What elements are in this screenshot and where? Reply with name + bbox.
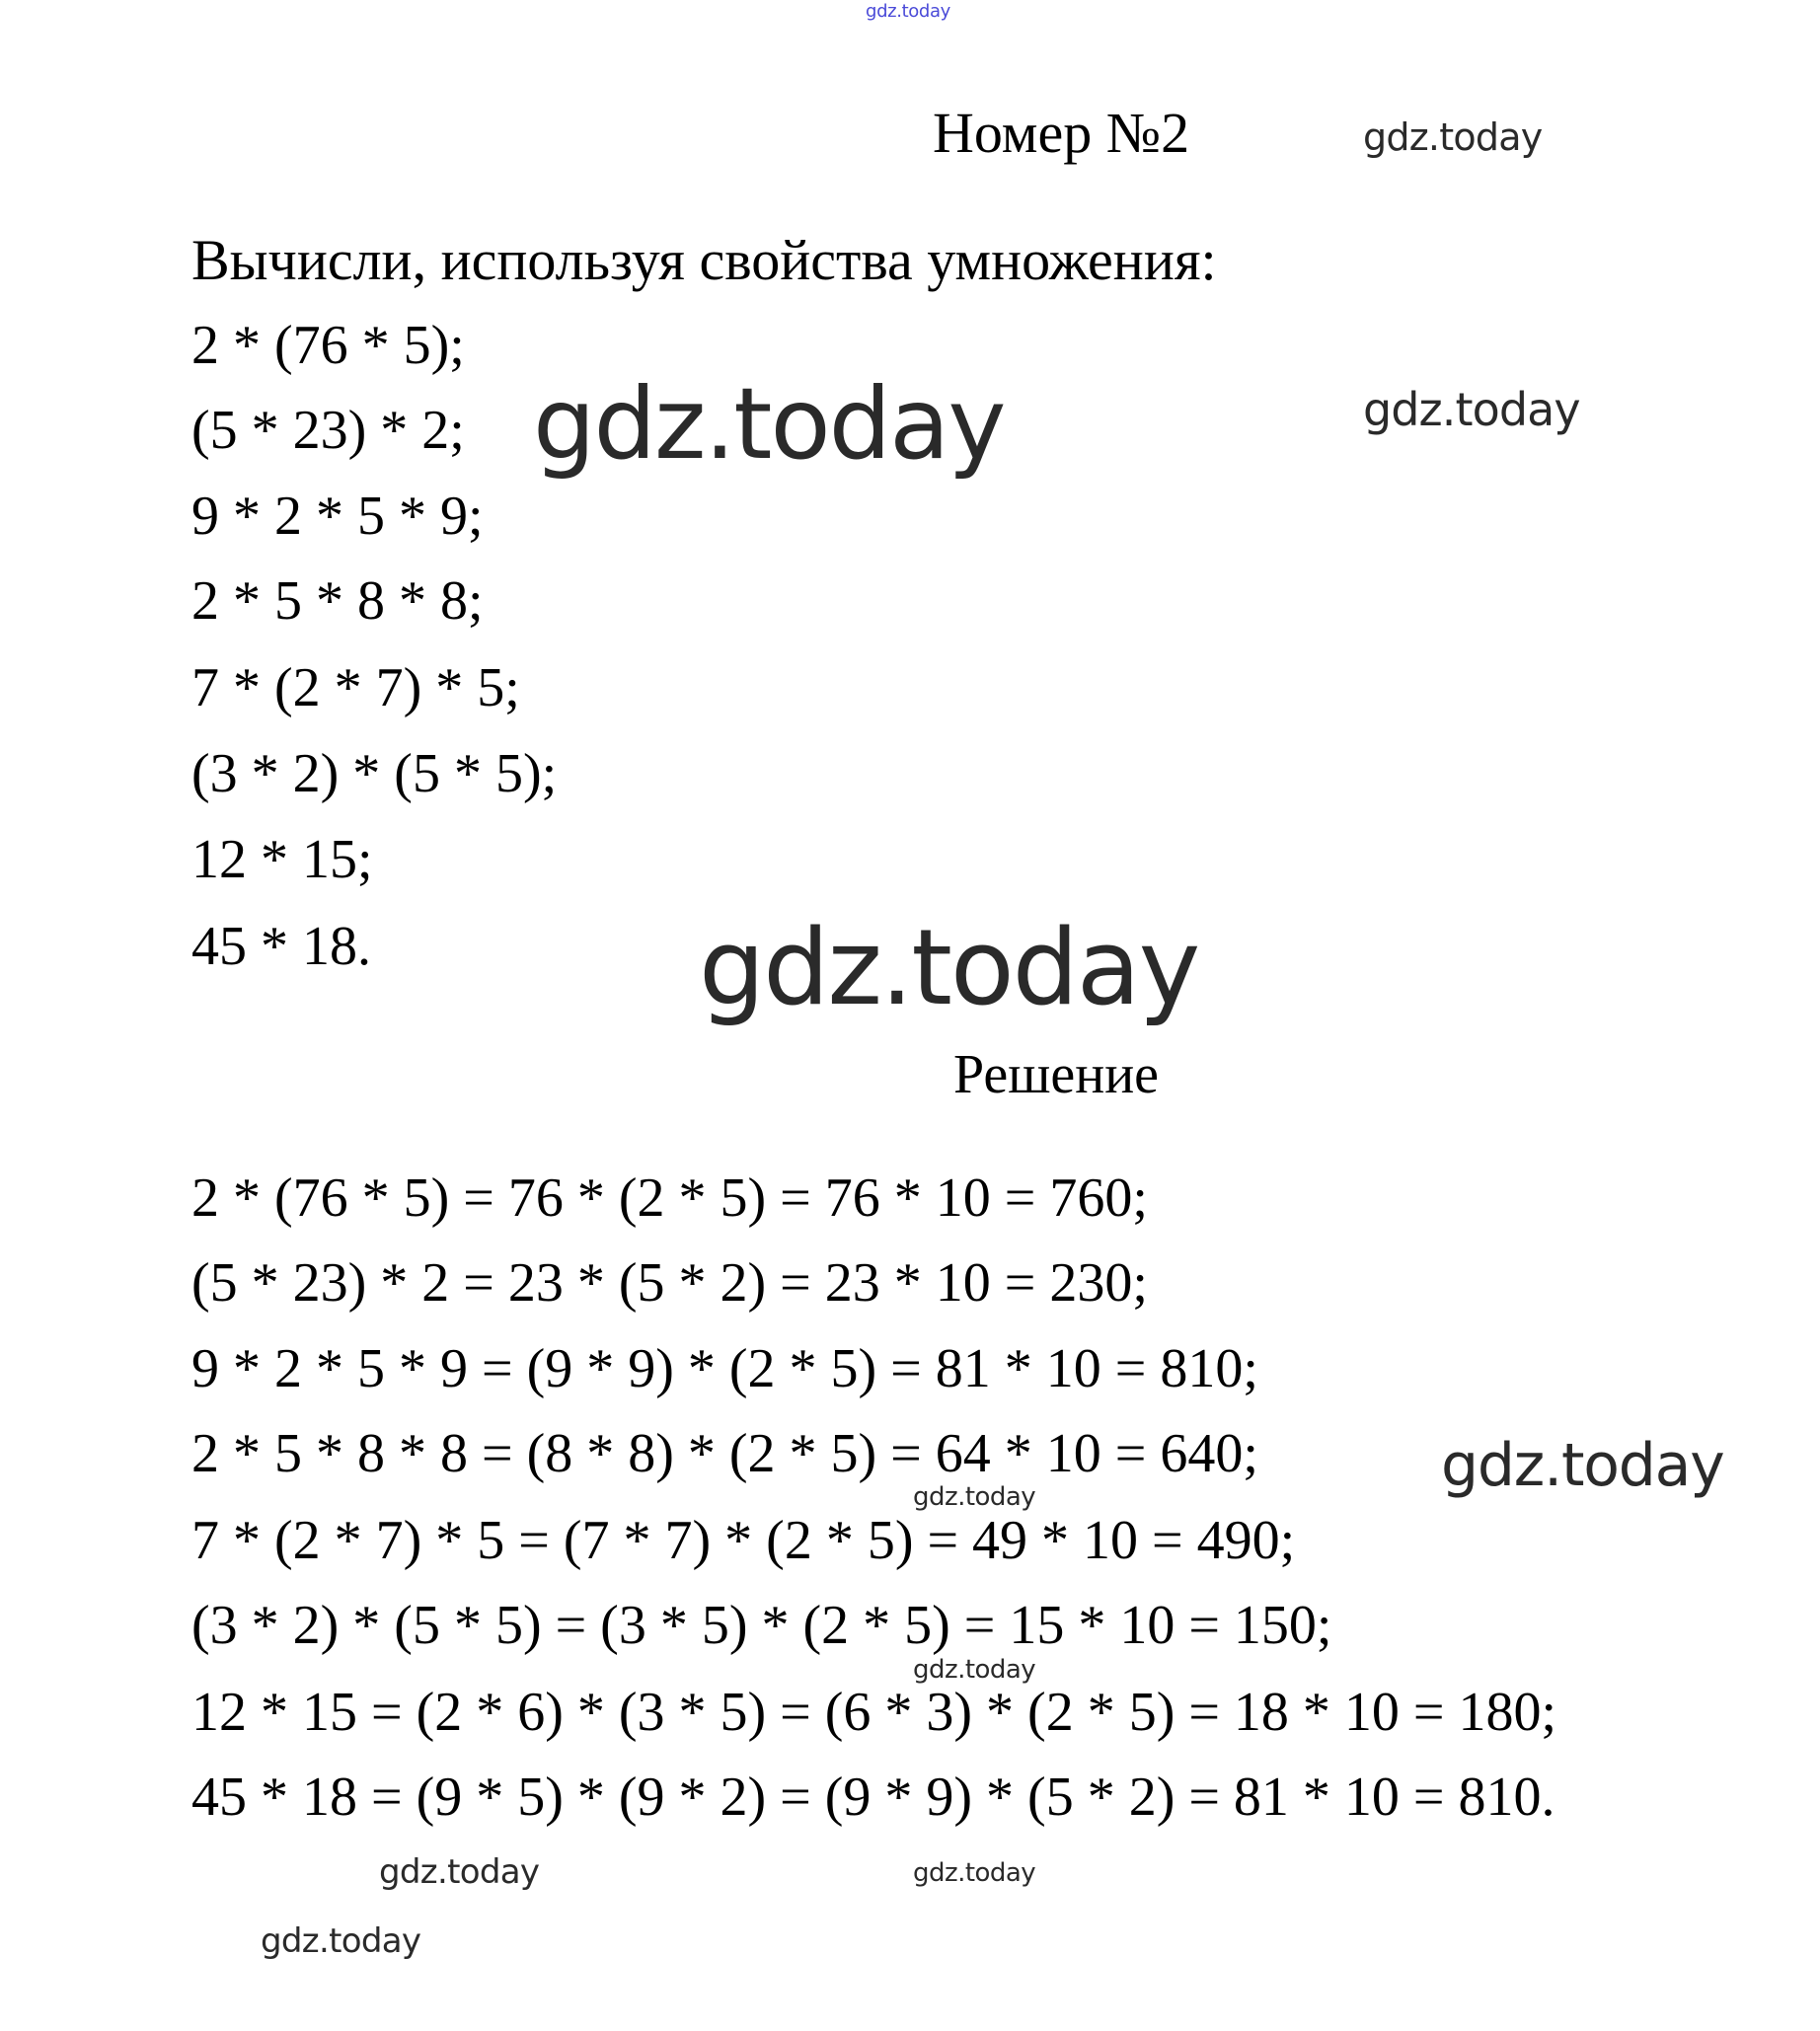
watermark: gdz.today: [1363, 115, 1543, 159]
watermark: gdz.today: [1441, 1431, 1724, 1500]
solution-line: 12 * 15 = (2 * 6) * (3 * 5) = (6 * 3) * (2 * 5) = 18 * 10 = 180;: [191, 1682, 1557, 1743]
top-watermark: gdz.today: [866, 1, 950, 22]
exercise: (5 * 23) * 2;: [191, 400, 465, 461]
watermark: gdz.today: [1363, 383, 1580, 436]
exercise: 12 * 15;: [191, 829, 373, 890]
watermark: gdz.today: [913, 1482, 1036, 1512]
exercise: 2 * 5 * 8 * 8;: [191, 570, 484, 632]
solution-heading: Решение: [953, 1044, 1160, 1105]
page-title: Номер №2: [933, 101, 1190, 165]
solution-line: 2 * 5 * 8 * 8 = (8 * 8) * (2 * 5) = 64 * 10 = 640;: [191, 1423, 1258, 1484]
watermark: gdz.today: [379, 1852, 540, 1892]
solution-line: 2 * (76 * 5) = 76 * (2 * 5) = 76 * 10 = 760;: [191, 1167, 1148, 1229]
exercise: 2 * (76 * 5);: [191, 315, 465, 376]
exercise: (3 * 2) * (5 * 5);: [191, 743, 558, 804]
solution-line: (5 * 23) * 2 = 23 * (5 * 2) = 23 * 10 = 230;: [191, 1252, 1148, 1314]
watermark: gdz.today: [913, 1858, 1036, 1888]
solution-line: 9 * 2 * 5 * 9 = (9 * 9) * (2 * 5) = 81 * 10 = 810;: [191, 1338, 1258, 1399]
task-text: Вычисли, используя свойства умножения:: [191, 228, 1217, 292]
exercise: 7 * (2 * 7) * 5;: [191, 657, 520, 718]
solution-line: (3 * 2) * (5 * 5) = (3 * 5) * (2 * 5) = 15 * 10 = 150;: [191, 1595, 1332, 1656]
watermark: gdz.today: [261, 1921, 421, 1961]
watermark: gdz.today: [533, 366, 1005, 482]
exercise: 9 * 2 * 5 * 9;: [191, 486, 484, 547]
watermark: gdz.today: [913, 1655, 1036, 1685]
watermark: gdz.today: [699, 907, 1199, 1028]
solution-line: 7 * (2 * 7) * 5 = (7 * 7) * (2 * 5) = 49 * 10 = 490;: [191, 1510, 1296, 1571]
exercise: 45 * 18.: [191, 916, 371, 977]
solution-line: 45 * 18 = (9 * 5) * (9 * 2) = (9 * 9) * (5 * 2) = 81 * 10 = 810.: [191, 1767, 1555, 1828]
